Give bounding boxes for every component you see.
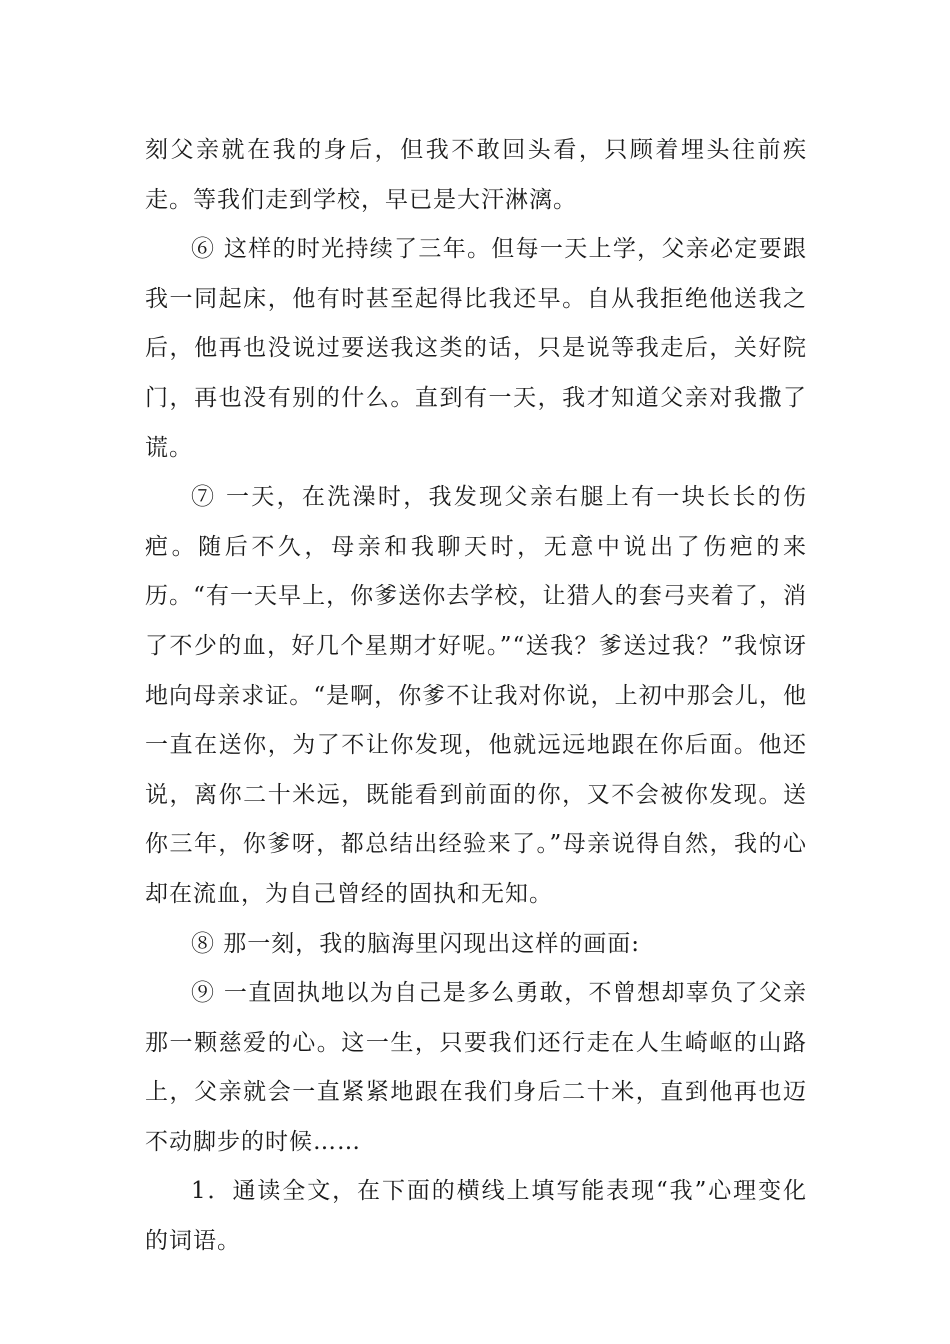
paragraph-9: ⑨ 一直固执地以为自己是多么勇敢，不曾想却辜负了父亲那一颗慈爱的心。这一生，只要我们还行走在人生崎岖的山路上，父亲就会一直紧紧地跟在我们身后二十米，直到他再也迈不动脚步的时候…… <box>145 980 807 1155</box>
paragraph-8: ⑧ 那一刻，我的脑海里闪现出这样的画面: <box>191 930 641 957</box>
paragraph-6: ⑥ 这样的时光持续了三年。但每一天上学，父亲必定要跟我一同起床，他有时甚至起得比我还早。自从我拒绝他送我之后，他再也没说过要送我这类的话，只是说等我走后，关好院门，再也没有别的什么。直到有一天，我才知道父亲对我撒了谎。 <box>145 236 807 461</box>
article-body <box>145 126 807 1267</box>
question-1: 1．通读全文，在下面的横线上填写能表现“我”心理变化的词语。 <box>145 1178 807 1255</box>
paragraph-7: ⑦ 一天，在洗澡时，我发现父亲右腿上有一块长长的伤疤。随后不久，母亲和我聊天时，无意中说出了伤疤的来历。“有一天早上，你爹送你去学校，让猎人的套弓夹着了，消了不少的血，好几个星期才好呢。”“送我？爹送过我？”我惊讶地向母亲求证。“是啊，你爹不让我对你说，上初中那会儿，他一直在送你，为了不让你发现，他就远远地跟在你后面。他还说，离你二十米远，既能看到前面的你，又不会被你发现。送你三年，你爹呀，都总结出经验来了。”母亲说得自然，我的心却在流血，为自己曾经的固执和无知。 <box>145 484 807 907</box>
paragraph-5-continued: 刻父亲就在我的身后，但我不敢回头看，只顾着埋头往前疾走。等我们走到学校，早已是大汗淋漓。 <box>145 137 807 213</box>
